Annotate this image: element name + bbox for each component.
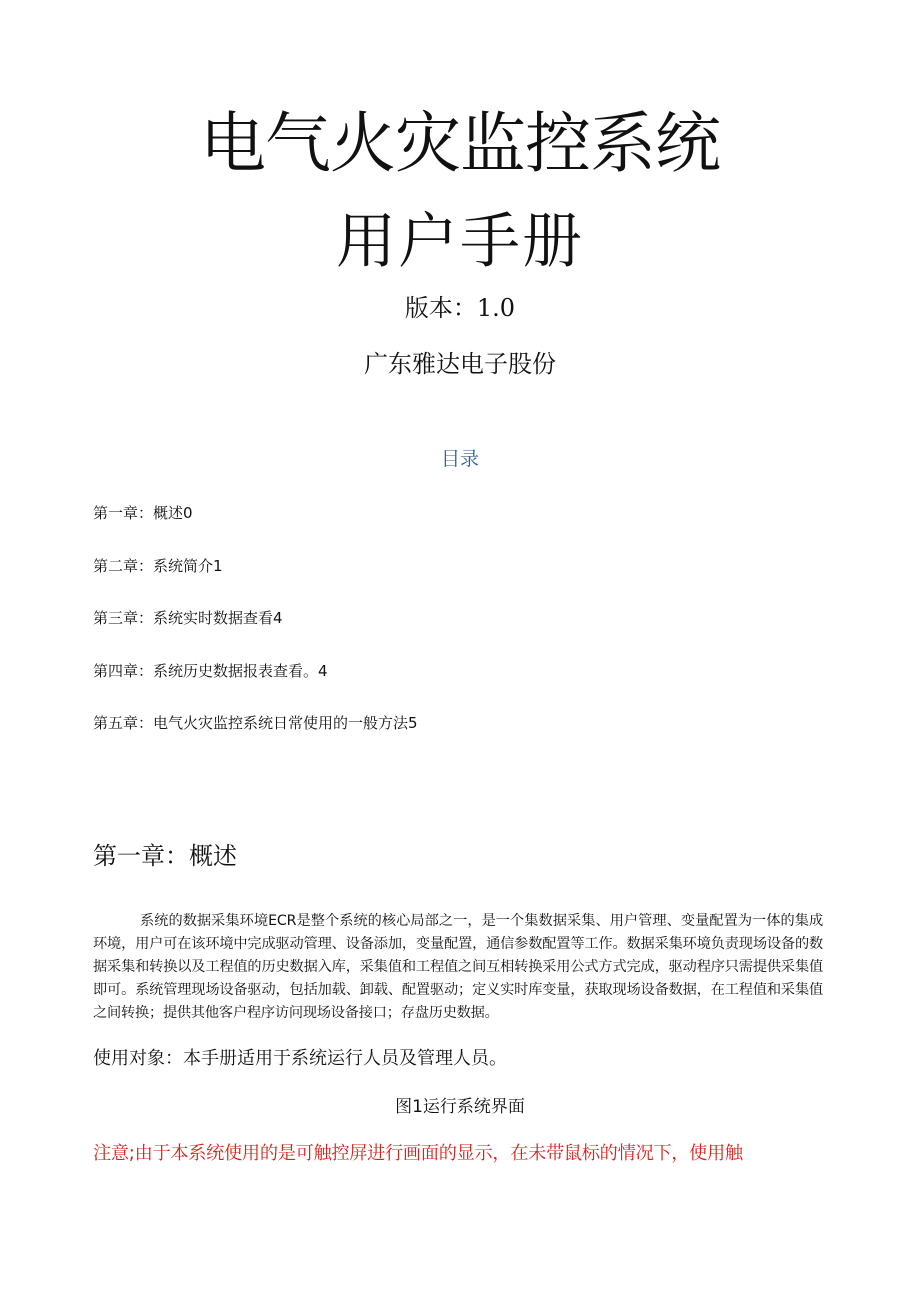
document-title: 电气火灾监控系统	[200, 105, 720, 182]
chapter-heading: 第一章：概述	[93, 842, 237, 870]
overview-paragraph: 系统的数据采集环境ECR是整个系统的核心局部之一，是一个集数据采集、用户管理、变量配置为一体的集成环境，用户可在该环境中完成驱动管理、设备添加，变量配置，通信参数配置等工作。数据采集环境负责现场设备的数据采集和转换以及工程值的历史数据入库，采集值和工程值之间互相转换采用公式方式完成，驱动程序只需提供采集值即可。系统管理现场设备驱动，包括加载、卸载、配置驱动；定义实时库变量，获取现场设备数据，在工程值和采集值之间转换；提供其他客户程序访问现场设备接口；存盘历史数据。	[93, 913, 823, 1021]
company-name: 广东雅达电子股份	[364, 350, 556, 378]
figure-caption: 图1运行系统界面	[395, 1097, 525, 1117]
toc-item-chapter-2[interactable]: 第二章：系统简介1	[93, 556, 223, 575]
toc-item-chapter-4[interactable]: 第四章：系统历史数据报表查看。4	[93, 661, 328, 680]
notice-text: 注意;由于本系统使用的是可触控屏进行画面的显示，在未带鼠标的情况下，使用触	[93, 1143, 743, 1164]
audience-statement: 使用对象：本手册适用于系统运行人员及管理人员。	[93, 1048, 507, 1069]
toc-heading: 目录	[440, 448, 479, 470]
table-of-contents	[93, 502, 418, 765]
document-subtitle: 用户手册	[336, 207, 584, 277]
version-label: 版本：1.0	[404, 294, 516, 322]
toc-item-chapter-3[interactable]: 第三章：系统实时数据查看4	[93, 609, 283, 627]
toc-item-chapter-5[interactable]: 第五章：电气火灾监控系统日常使用的一般方法5	[93, 714, 418, 732]
toc-item-chapter-1[interactable]: 第一章：概述0	[93, 504, 193, 522]
